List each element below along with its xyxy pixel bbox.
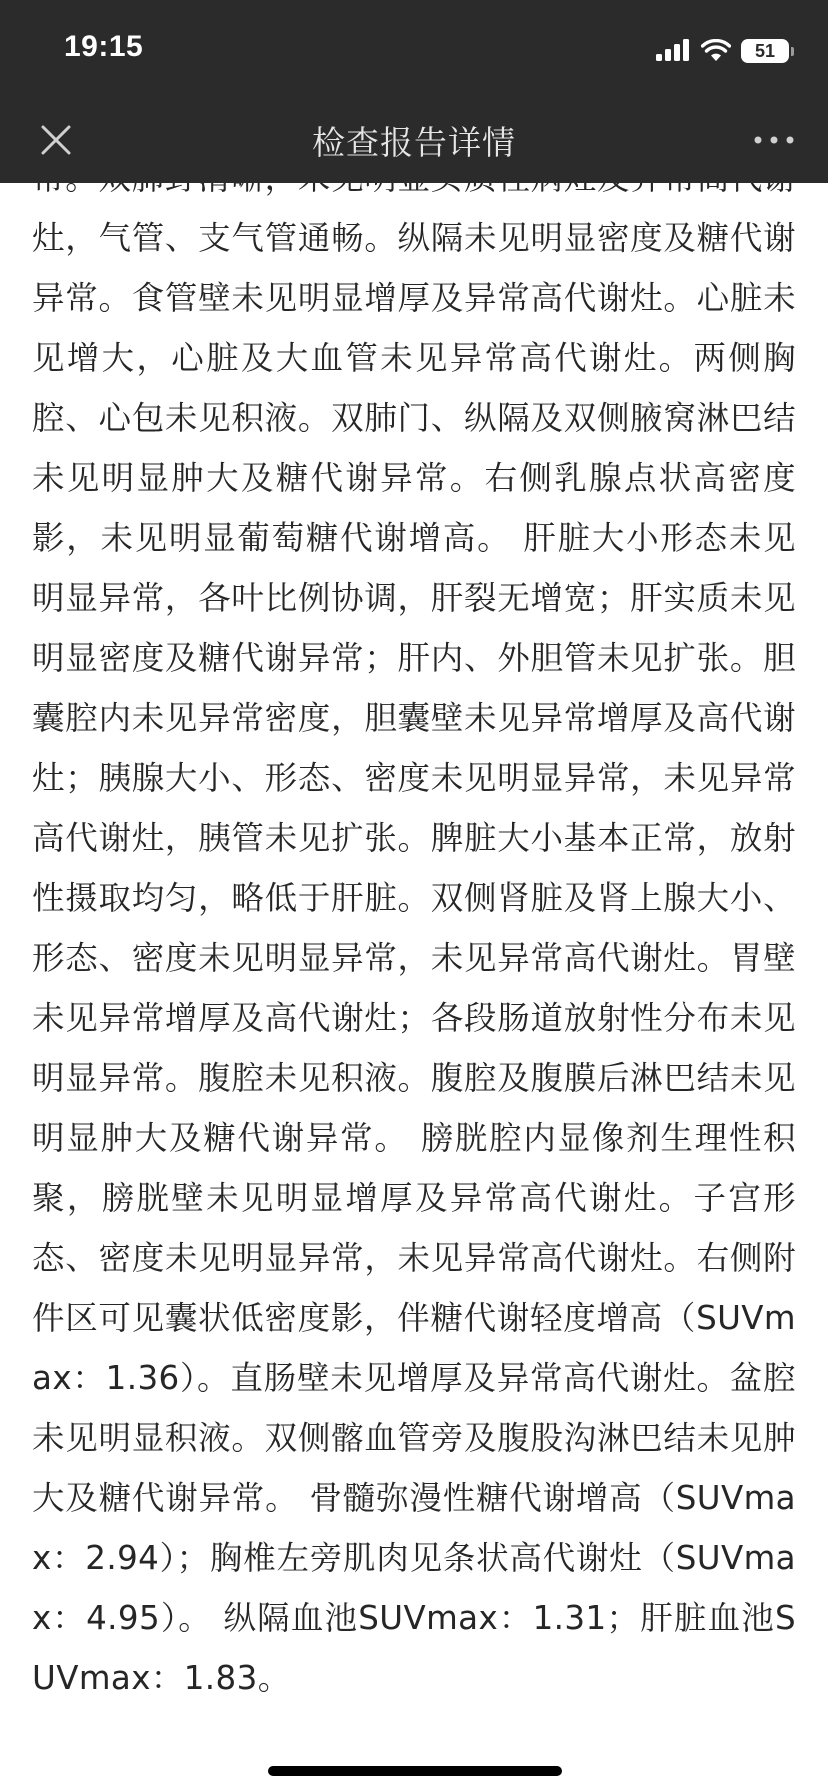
- status-time: 19:15: [64, 30, 144, 63]
- top-bar: [0, 0, 828, 183]
- home-indicator[interactable]: [268, 1766, 562, 1776]
- report-text: [32, 148, 796, 1708]
- status-icons: [655, 36, 794, 66]
- page-title: 检查报告详情: [312, 123, 516, 162]
- battery-icon: [741, 39, 789, 63]
- cellular-signal-icon: [655, 39, 691, 63]
- battery-tip: [791, 47, 794, 56]
- wifi-icon: [701, 39, 731, 63]
- report-body: 灶，气管、支气管通畅。纵隔未见明显密度及糖代谢异常。食管壁未见明显增厚及异常高代谢灶。心脏未见增大，心脏及大血管未见异常高代谢灶。两侧胸腔、心包未见积液。双肺门、纵隔及双侧腋窝淋巴结未见明显肿大及糖代谢异常。右侧乳腺点状高密度影，未见明显葡萄糖代谢增高。 肝脏大小形态未见明显异常，各叶比例协调，肝裂无增宽；肝实质未见明显密度及糖代谢异常；肝内、外胆管未见扩张。胆囊腔内未见异常密度，胆囊壁未见异常增厚及高代谢灶；胰腺大小、形态、密度未见明显异常，未见异常高代谢灶，胰管未见扩张。脾脏大小基本正常，放射性摄取均匀，略低于肝脏。双侧肾脏及肾上腺大小、形态、密度未见明显异常，未见异常高代谢灶。胃壁未见异常增厚及高代谢灶；各段肠道放射性分布未见明显异常。腹腔未见积液。腹腔及腹膜后淋巴结未见明显肿大及糖代谢异常。 膀胱腔内显像剂生理性积聚，膀胱壁未见明显增厚及异常高代谢灶。子宫形态、密度未见明显异常，未见异常高代谢灶。右侧附件区可见囊状低密度影，伴糖代谢轻度增高（SUVmax：1.36）。直肠壁未见增厚及异常高代谢灶。盆腔未见明显积液。双侧髂血管旁及腹股沟淋巴结未见肿大及糖代谢异常。 骨髓弥漫性糖代谢增高（SUVmax：2.94）；胸椎左旁肌肉见条状高代谢灶（SUVmax：4.95）。 纵隔血池SUVmax：1.31；肝脏血池SUVmax：1.83。: [32, 219, 796, 1697]
- battery-level: 51: [754, 41, 776, 61]
- more-icon[interactable]: [752, 128, 796, 152]
